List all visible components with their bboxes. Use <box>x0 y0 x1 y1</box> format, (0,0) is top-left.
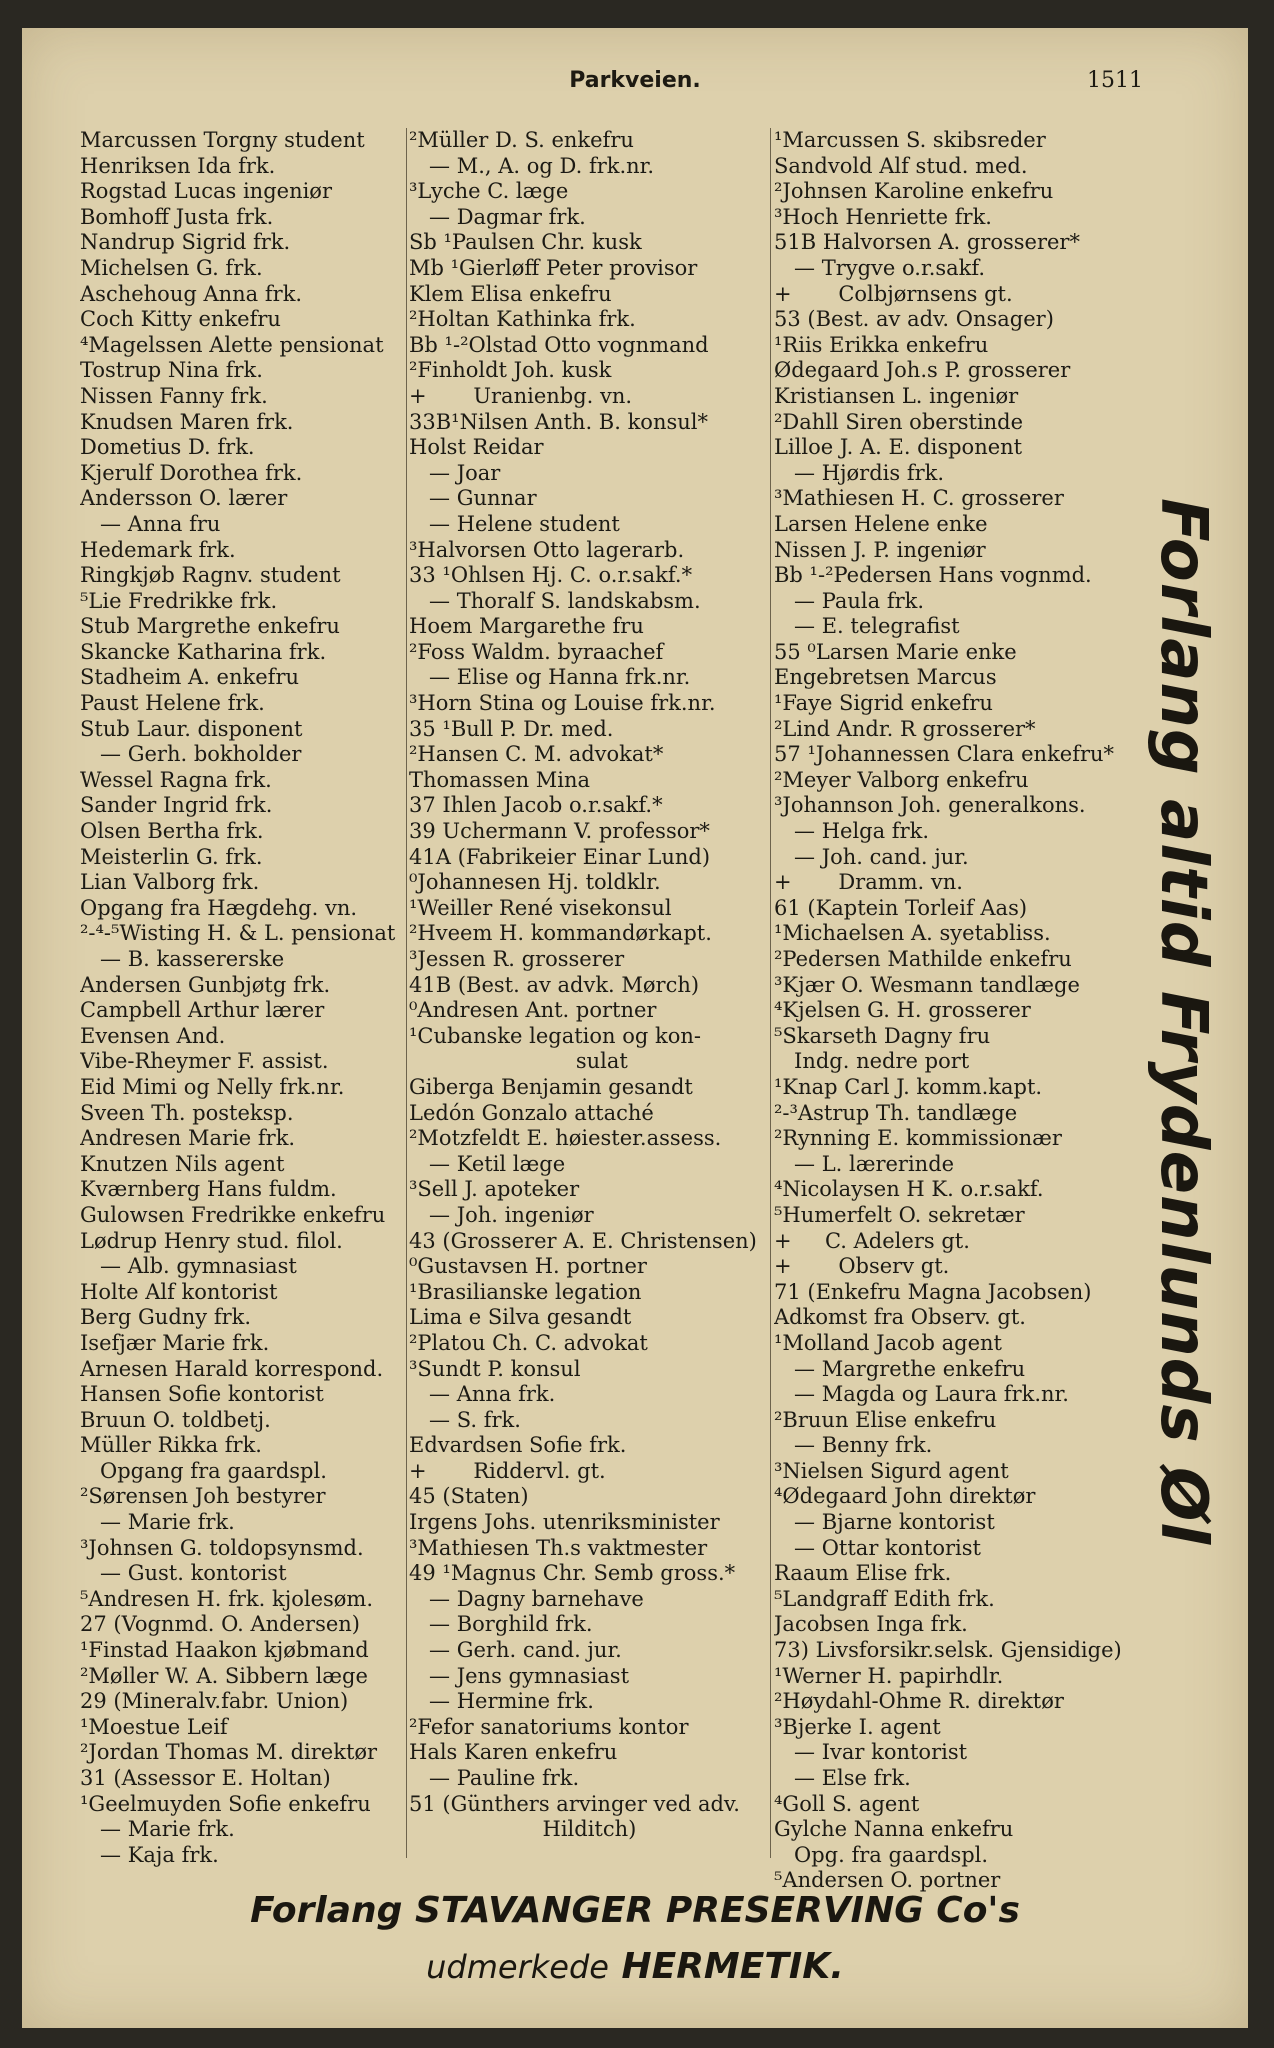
directory-entry: Gulowsen Fredrikke enkefru <box>80 1202 386 1227</box>
directory-entry: ¹Werner H. papirhdlr. <box>774 1663 1004 1688</box>
directory-entry: ²Lind Andr. R grosserer* <box>774 716 1036 741</box>
directory-entry: Wessel Ragna frk. <box>80 767 272 792</box>
directory-entry: ²-³Astrup Th. tandlæge <box>774 1100 1018 1125</box>
directory-entry: 35 ¹Bull P. Dr. med. <box>409 716 614 741</box>
directory-entry: Edvardsen Sofie frk. <box>409 1433 627 1458</box>
directory-entry: + Riddervl. gt. <box>409 1458 606 1483</box>
directory-entry: ²Platou Ch. C. advokat <box>409 1330 648 1355</box>
side-advertisement: Forlang altid Frydenlunds Øl <box>1146 498 1220 1546</box>
directory-entry: — Joar <box>409 460 501 485</box>
directory-entry: ²Rynning E. kommissionær <box>774 1126 1062 1151</box>
directory-entry: Opgang fra Hægdehg. vn. <box>80 895 358 920</box>
directory-entry: ³Halvorsen Otto lagerarb. <box>409 537 685 562</box>
directory-entry: ⁵Landgraff Edith frk. <box>774 1586 995 1611</box>
directory-entry: Campbell Arthur lærer <box>80 998 325 1023</box>
directory-entry: Müller Rikka frk. <box>80 1433 262 1458</box>
directory-entry: Lian Valborg frk. <box>80 870 260 895</box>
directory-entry: Marcussen Torgny student <box>80 128 365 152</box>
directory-entry: 37 Ihlen Jacob o.r.sakf.* <box>409 793 663 818</box>
directory-entry: ³Sundt P. konsul <box>409 1356 581 1381</box>
directory-entry: Evensen And. <box>80 1023 226 1048</box>
directory-entry: — Else frk. <box>774 1766 911 1790</box>
directory-entry: ⁴Kjelsen G. H. grosserer <box>774 998 1031 1023</box>
ad-forlang: Forlang <box>250 1890 403 1931</box>
directory-entry: — Jens gymnasiast <box>409 1663 630 1688</box>
directory-entry: — Margrethe enkefru <box>774 1356 1026 1381</box>
column-divider <box>406 128 407 1858</box>
directory-entry: Adkomst fra Observ. gt. <box>774 1305 1026 1330</box>
directory-entry: — Ivar kontorist <box>774 1740 968 1765</box>
directory-entry: Henriksen Ida frk. <box>80 153 276 178</box>
directory-entry: ³Kjær O. Wesmann tandlæge <box>774 972 1080 997</box>
directory-entry: — Magda og Laura frk.nr. <box>774 1382 1069 1407</box>
directory-entry: ²Bruun Elise enkefru <box>774 1407 997 1432</box>
directory-entry: Isefjær Marie frk. <box>80 1330 270 1355</box>
directory-entry: — Gerh. cand. jur. <box>409 1638 622 1663</box>
directory-entry: ¹Marcussen S. skibsreder <box>774 128 1046 152</box>
directory-entry: Lilloe J. A. E. disponent <box>774 435 1023 460</box>
directory-entry: — Anna fru <box>80 511 221 536</box>
directory-entry: Knutzen Nils agent <box>80 1151 285 1176</box>
directory-entry: Eid Mimi og Nelly frk.nr. <box>80 1074 345 1099</box>
directory-entry: 29 (Mineralv.fabr. Union) <box>80 1689 349 1714</box>
directory-entry: — Ottar kontorist <box>774 1535 981 1560</box>
directory-entry: ¹Moestue Leif <box>80 1714 228 1739</box>
directory-entry: — Gerh. bokholder <box>80 742 302 767</box>
directory-entry: ¹Weiller René visekonsul <box>409 895 672 920</box>
directory-entry: 61 (Kaptein Torleif Aas) <box>774 895 1028 920</box>
directory-entry: Gylche Nanna enkefru <box>774 1817 1014 1842</box>
directory-entry: ²Hansen C. M. advokat* <box>409 742 664 767</box>
directory-entry: Bruun O. toldbetj. <box>80 1407 271 1432</box>
directory-entry: Stub Laur. disponent <box>80 716 303 741</box>
directory-entry: Michelsen G. frk. <box>80 255 263 280</box>
directory-entry: Klem Elisa enkefru <box>409 281 612 306</box>
directory-entry: — Bjarne kontorist <box>774 1510 995 1535</box>
directory-entry: + Colbjørnsens gt. <box>774 281 1013 306</box>
directory-entry: Coch Kitty enkefru <box>80 307 281 332</box>
directory-entry: Hoem Margarethe fru <box>409 614 644 639</box>
directory-entry: ⁴Magelssen Alette pensionat <box>80 332 384 357</box>
directory-entry: ¹Geelmuyden Sofie enkefru <box>80 1791 371 1816</box>
directory-entry: Kristiansen L. ingeniør <box>774 383 1019 408</box>
directory-entry: + Dramm. vn. <box>774 870 963 895</box>
directory-entry: Vibe-Rheymer F. assist. <box>80 1049 329 1074</box>
directory-entry: ³Bjerke I. agent <box>774 1714 941 1739</box>
directory-entry: Andresen Marie frk. <box>80 1126 296 1151</box>
directory-entry: 45 (Staten) <box>409 1484 529 1509</box>
directory-entry: — B. kassererske <box>80 947 285 971</box>
directory-entry: 71 (Enkefru Magna Jacobsen) <box>774 1279 1092 1304</box>
directory-entry: ³Sell J. apoteker <box>409 1177 580 1202</box>
directory-entry: 27 (Vognmd. O. Andersen) <box>80 1612 361 1637</box>
directory-entry: ⁵Skarseth Dagny fru <box>774 1023 991 1048</box>
directory-entry: Tostrup Nina frk. <box>80 358 263 383</box>
directory-entry: 51B Halvorsen A. grosserer* <box>774 230 1080 255</box>
directory-entry: ³Lyche C. læge <box>409 179 569 204</box>
directory-entry: ⁰Johannesen Hj. toldklr. <box>409 870 661 895</box>
directory-entry: Nissen Fanny frk. <box>80 383 268 408</box>
directory-entry: ¹Brasilianske legation <box>409 1279 642 1304</box>
directory-entry: — Anna frk. <box>409 1382 556 1407</box>
directory-entry: ¹Knap Carl J. komm.kapt. <box>774 1074 1043 1099</box>
directory-entry: 33 ¹Ohlsen Hj. C. o.r.sakf.* <box>409 563 693 588</box>
directory-entry: ²Møller W. A. Sibbern læge <box>80 1663 368 1688</box>
directory-entry: Irgens Johs. utenriksminister <box>409 1510 720 1535</box>
directory-entry: — Joh. ingeniør <box>409 1202 594 1227</box>
directory-entry: — Joh. cand. jur. <box>774 844 969 869</box>
directory-entry: — E. telegrafist <box>774 614 960 639</box>
directory-entry: + C. Adelers gt. <box>774 1228 970 1253</box>
directory-entry: Stub Margrethe enkefru <box>80 614 340 639</box>
column-3 <box>774 128 1169 1894</box>
directory-entry: — Borghild frk. <box>409 1612 593 1637</box>
directory-entry: ²Meyer Valborg enkefru <box>774 767 1029 792</box>
directory-entry: Sveen Th. posteksp. <box>80 1100 294 1125</box>
directory-entry: — Gust. kontorist <box>80 1561 287 1586</box>
directory-entry: Arnesen Harald korrespond. <box>80 1356 384 1381</box>
directory-entry: 49 ¹Magnus Chr. Semb gross.* <box>409 1561 736 1586</box>
directory-entry: ⁵Andersen O. portner <box>774 1868 1001 1893</box>
directory-entry: Nandrup Sigrid frk. <box>80 230 291 255</box>
directory-entry: — Helene student <box>409 511 620 536</box>
directory-entry: 53 (Best. av adv. Onsager) <box>774 307 1054 332</box>
directory-entry: + Uranienbg. vn. <box>409 383 633 408</box>
directory-entry: ¹Michaelsen A. syetabliss. <box>774 921 1051 946</box>
directory-entry: ²Jordan Thomas M. direktør <box>80 1740 378 1765</box>
directory-entry: Lima e Silva gesandt <box>409 1305 632 1330</box>
directory-entry: ³Horn Stina og Louise frk.nr. <box>409 691 716 716</box>
directory-entry: Bb ¹-²Pedersen Hans vognmd. <box>774 563 1092 588</box>
directory-entry: Sb ¹Paulsen Chr. kusk <box>409 230 642 255</box>
directory-entry: Jacobsen Inga frk. <box>774 1612 968 1637</box>
directory-entry: — S. frk. <box>409 1407 521 1432</box>
directory-entry: Raaum Elise frk. <box>774 1561 952 1586</box>
directory-entry: Holst Reidar <box>409 435 544 460</box>
directory-entry: ²Holtan Kathinka frk. <box>409 307 636 332</box>
directory-entry: 31 (Assessor E. Holtan) <box>80 1766 331 1790</box>
directory-entry: ²Dahll Siren oberstinde <box>774 409 1024 434</box>
directory-entry: — Alb. gymnasiast <box>80 1254 297 1279</box>
directory-entry: 55 ⁰Larsen Marie enke <box>774 639 1017 664</box>
directory-entry: ²Fefor sanatoriums kontor <box>409 1714 689 1739</box>
directory-entry: — Gunnar <box>409 486 537 511</box>
directory-entry: Indg. nedre port <box>774 1049 970 1074</box>
directory-entry: — L. lærerinde <box>774 1151 955 1176</box>
directory-entry: Hilditch) <box>409 1817 637 1842</box>
directory-entry: Kjerulf Dorothea frk. <box>80 460 303 485</box>
directory-entry: Holte Alf kontorist <box>80 1279 278 1304</box>
directory-entry: Bomhoff Justa frk. <box>80 204 274 229</box>
directory-entry: Hedemark frk. <box>80 537 236 562</box>
directory-entry: Ødegaard Joh.s P. grosserer <box>774 358 1071 383</box>
directory-entry: ³Jessen R. grosserer <box>409 947 625 971</box>
directory-entry: — Dagmar frk. <box>409 204 586 229</box>
directory-entry: ³Mathiesen Th.s vaktmester <box>409 1535 708 1560</box>
directory-entry: ³Mathiesen H. C. grosserer <box>774 486 1064 511</box>
directory-entry: — Hermine frk. <box>409 1689 594 1714</box>
directory-entry: ⁰Andresen Ant. portner <box>409 998 657 1023</box>
column-2 <box>409 128 781 1843</box>
directory-entry: ²Müller D. S. enkefru <box>409 128 634 152</box>
directory-entry: Andersson O. lærer <box>80 486 288 511</box>
directory-entry: ³Johannson Joh. generalkons. <box>774 793 1086 818</box>
directory-entry: Sander Ingrid frk. <box>80 793 273 818</box>
directory-entry: — M., A. og D. frk.nr. <box>409 153 655 178</box>
directory-entry: — Pauline frk. <box>409 1766 580 1790</box>
directory-entry: ³Nielsen Sigurd agent <box>774 1458 1009 1483</box>
directory-entry: — Elise og Hanna frk.nr. <box>409 665 691 690</box>
directory-entry: — Hjørdis frk. <box>774 460 945 485</box>
directory-entry: ¹Faye Sigrid enkefru <box>774 691 993 716</box>
directory-entry: Olsen Bertha frk. <box>80 819 264 844</box>
directory-entry: Berg Gudny frk. <box>80 1305 252 1330</box>
ad-brand: STAVANGER PRESERVING Co's <box>414 1890 1020 1931</box>
directory-entry: Hals Karen enkefru <box>409 1740 618 1765</box>
directory-entry: ²Hveem H. kommandørkapt. <box>409 921 712 946</box>
directory-entry: 43 (Grosserer A. E. Christensen) <box>409 1228 757 1253</box>
directory-entry: Opg. fra gaardspl. <box>774 1842 989 1867</box>
directory-entry: 41B (Best. av advk. Mørch) <box>409 972 700 997</box>
directory-entry: Rogstad Lucas ingeniør <box>80 179 332 204</box>
directory-entry: ¹Finstad Haakon kjøbmand <box>80 1638 369 1663</box>
directory-entry: 33B¹Nilsen Anth. B. konsul* <box>409 409 708 434</box>
page-number: 1511 <box>1087 68 1143 93</box>
directory-entry: ¹Cubanske legation og kon- <box>409 1023 701 1048</box>
directory-entry: Larsen Helene enke <box>774 511 988 536</box>
ad-udmerkede: udmerkede <box>426 1948 609 1986</box>
directory-page <box>22 28 1248 2028</box>
directory-entry: ³Hoch Henriette frk. <box>774 204 992 229</box>
directory-entry: Engebretsen Marcus <box>774 665 997 690</box>
directory-entry: — Benny frk. <box>774 1433 933 1458</box>
directory-entry: Bb ¹-²Olstad Otto vognmand <box>409 332 709 357</box>
directory-entry: ²Johnsen Karoline enkefru <box>774 179 1054 204</box>
directory-entry: Skancke Katharina frk. <box>80 639 327 664</box>
directory-entry: ⁴Nicolaysen H K. o.r.sakf. <box>774 1177 1044 1202</box>
directory-entry: ⁰Gustavsen H. portner <box>409 1254 647 1279</box>
directory-entry: Aschehoug Anna frk. <box>80 281 303 306</box>
directory-entry: ²Pedersen Mathilde enkefru <box>774 947 1072 971</box>
directory-entry: sulat <box>409 1049 628 1074</box>
directory-entry: ⁵Lie Fredrikke frk. <box>80 588 278 613</box>
directory-entry: ²Foss Waldm. byraachef <box>409 639 664 664</box>
directory-entry: — Thoralf S. landskabsm. <box>409 588 701 613</box>
directory-entry: Ringkjøb Ragnv. student <box>80 563 341 588</box>
directory-entry: Stadheim A. enkefru <box>80 665 300 690</box>
directory-entry: Andersen Gunbjøtg frk. <box>80 972 331 997</box>
directory-entry: Dometius D. frk. <box>80 435 255 460</box>
directory-entry: — Trygve o.r.sakf. <box>774 255 986 280</box>
directory-entry: 41A (Fabrikeier Einar Lund) <box>409 844 711 869</box>
directory-entry: ⁴Ødegaard John direktør <box>774 1484 1036 1509</box>
street-title: Parkveien. <box>569 68 701 93</box>
directory-entry: Paust Helene frk. <box>80 691 265 716</box>
directory-entry: + Observ gt. <box>774 1254 950 1279</box>
directory-entry: Meisterlin G. frk. <box>80 844 263 869</box>
directory-entry: ²Finholdt Joh. kusk <box>409 358 612 383</box>
column-1 <box>80 128 420 1868</box>
directory-entry: Ledón Gonzalo attaché <box>409 1100 654 1125</box>
directory-entry: Giberga Benjamin gesandt <box>409 1074 693 1099</box>
directory-entry: 51 (Günthers arvinger ved adv. <box>409 1791 740 1816</box>
directory-entry: Lødrup Henry stud. filol. <box>80 1228 343 1253</box>
directory-entry: 73) Livsforsikr.selsk. Gjensidige) <box>774 1638 1122 1663</box>
directory-entry: ²Høydahl-Ohme R. direktør <box>774 1689 1064 1714</box>
directory-entry: ²Motzfeldt E. høiester.assess. <box>409 1126 722 1151</box>
directory-entry: — Marie frk. <box>80 1510 235 1535</box>
directory-entry: ⁵Humerfelt O. sekretær <box>774 1202 1025 1227</box>
directory-entry: Kværnberg Hans fuldm. <box>80 1177 337 1202</box>
directory-entry: — Helga frk. <box>774 819 930 844</box>
directory-entry: ³Johnsen G. toldopsynsmd. <box>80 1535 364 1560</box>
directory-entry: ²-⁴-⁵Wisting H. & L. pensionat <box>80 921 396 946</box>
column-divider <box>770 128 771 1858</box>
directory-entry: Thomassen Mina <box>409 767 591 792</box>
bottom-ad-line-2 <box>22 1946 1248 1987</box>
directory-entry: Mb ¹Gierløff Peter provisor <box>409 255 698 280</box>
directory-entry: Hansen Sofie kontorist <box>80 1382 324 1407</box>
directory-entry: — Paula frk. <box>774 588 925 613</box>
directory-entry: — Kaja frk. <box>80 1842 219 1867</box>
directory-entry: ¹Molland Jacob agent <box>774 1330 1002 1355</box>
directory-entry: 39 Uchermann V. professor* <box>409 819 710 844</box>
directory-entry: Knudsen Maren frk. <box>80 409 294 434</box>
directory-entry: ⁵Andresen H. frk. kjolesøm. <box>80 1586 374 1611</box>
directory-entry: ²Sørensen Joh bestyrer <box>80 1484 326 1509</box>
directory-entry: ⁴Goll S. agent <box>774 1791 920 1816</box>
directory-entry: — Ketil læge <box>409 1151 566 1176</box>
page-header <box>22 68 1248 108</box>
directory-entry: 57 ¹Johannessen Clara enkefru* <box>774 742 1115 767</box>
directory-entry: Nissen J. P. ingeniør <box>774 537 986 562</box>
directory-entry: — Dagny barnehave <box>409 1586 644 1611</box>
directory-entry: Sandvold Alf stud. med. <box>774 153 1028 178</box>
bottom-ad-line-1 <box>22 1890 1248 1931</box>
directory-entry: ¹Riis Erikka enkefru <box>774 332 989 357</box>
ad-hermetik: HERMETIK. <box>621 1946 844 1987</box>
directory-entry: — Marie frk. <box>80 1817 235 1842</box>
directory-entry: Opgang fra gaardspl. <box>80 1458 327 1483</box>
